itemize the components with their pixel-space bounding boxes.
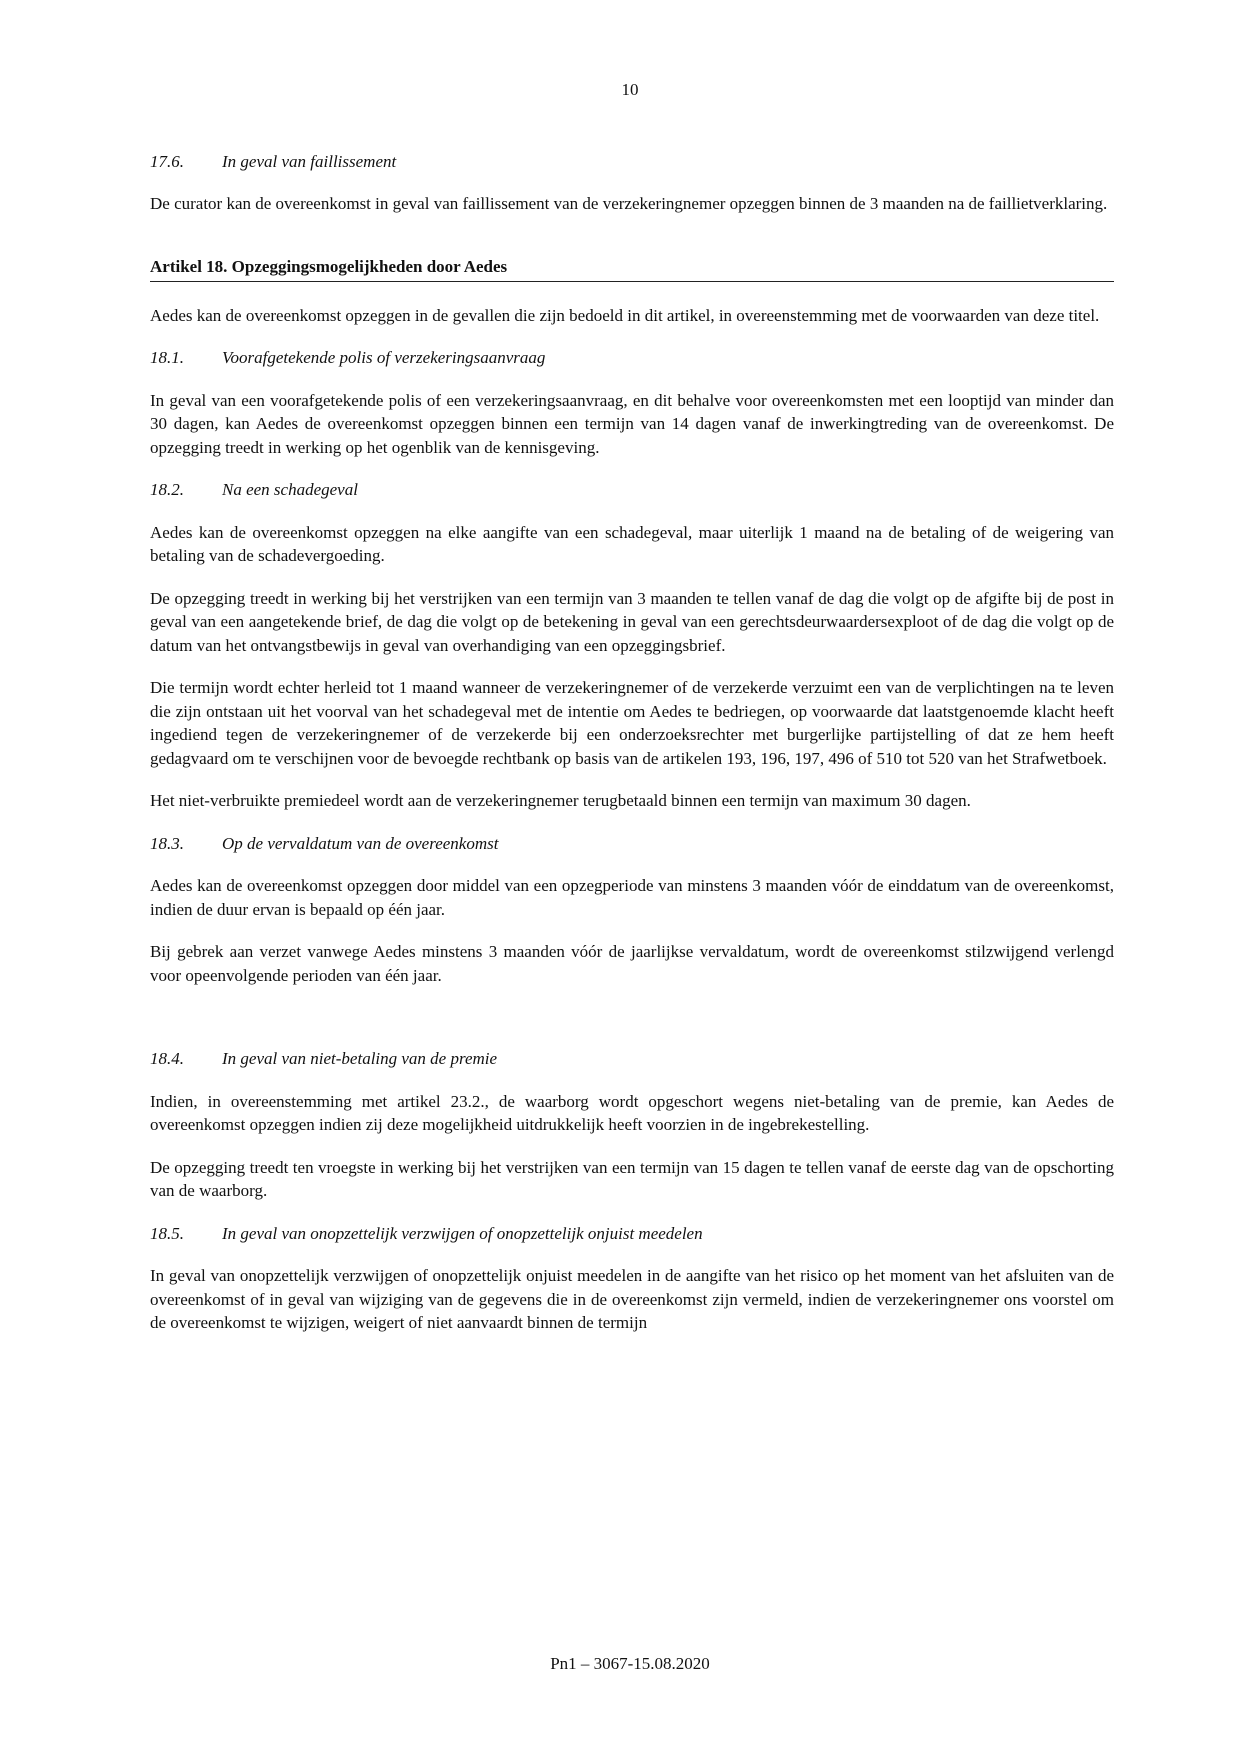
section-title: Voorafgetekende polis of verzekeringsaanvraag [222,348,546,367]
section-heading-18-2 [150,478,1114,502]
section-heading-17-6 [150,150,1114,174]
section-heading-18-4 [150,1047,1114,1071]
paragraph: Bij gebrek aan verzet vanwege Aedes minstens 3 maanden vóór de jaarlijkse vervaldatum, wordt de overeenkomst stilzwijgend verlengd voor opeenvolgende perioden van één jaar. [150,942,1114,985]
section-number: 17.6. [150,152,184,171]
section-number: 18.2. [150,480,184,499]
document-body [150,150,1114,1335]
paragraph: Indien, in overeenstemming met artikel 23.2., de waarborg wordt opgeschort wegens niet-betaling van de premie, kan Aedes de overeenkomst opzeggen indien zij deze mogelijkheid uitdrukkelijk heeft voorzien in de ingebrekestelling. [150,1091,1114,1134]
section-number: 18.1. [150,348,184,367]
paragraph: De opzegging treedt ten vroegste in werking bij het verstrijken van een termijn van 15 dagen te tellen vanaf de eerste dag van de opschorting van de waarborg. [150,1157,1114,1200]
section-heading-18-3 [150,832,1114,856]
section-title: In geval van niet-betaling van de premie [222,1049,498,1068]
section-title: Na een schadegeval [222,480,358,499]
paragraph: In geval van onopzettelijk verzwijgen of onopzettelijk onjuist meedelen in de aangifte van het risico op het moment van het afsluiten van de overeenkomst of in geval van wijziging van de gegevens die in de overeenkomst zijn vermeld, indien de verzekeringnemer ons voorstel om de overeenkomst te wijzigen, weigert of niet aanvaardt binnen de termijn [150,1266,1114,1332]
paragraph: De opzegging treedt in werking bij het verstrijken van een termijn van 3 maanden te tellen vanaf de dag die volgt op de afgifte bij de post in geval van een aangetekende brief, de dag die volgt op de betekening in geval van een gerechtsdeurwaardersexploot of de dag die volgt op de datum van het ontvangstbewijs in geval van overhandiging van een opzeggingsbrief. [150,588,1114,655]
section-title: Op de vervaldatum van de overeenkomst [222,833,499,853]
paragraph: Aedes kan de overeenkomst opzeggen door middel van een opzegperiode van minstens 3 maanden vóór de einddatum van de overeenkomst, indien de duur ervan is bepaald op één jaar. [150,876,1114,919]
paragraph: Het niet-verbruikte premiedeel wordt aan de verzekeringnemer terugbetaald binnen een termijn van maximum 30 dagen. [150,791,971,810]
section-title: In geval van onopzettelijk verzwijgen of onopzettelijk onjuist meedelen [222,1223,703,1243]
section-number: 18.3. [150,833,184,853]
section-number: 18.4. [150,1049,184,1068]
document-reference-footer: Pn1 – 3067-15.08.2020 [550,1654,710,1673]
section-heading-18-5 [150,1222,1114,1246]
paragraph: Aedes kan de overeenkomst opzeggen na elke aangifte van een schadegeval, maar uiterlijk 1 maand na de betaling of de weigering van betaling van de schadevergoeding. [150,522,1114,565]
paragraph: Die termijn wordt echter herleid tot 1 maand wanneer de verzekeringnemer of de verzekerde verzuimt een van de verplichtingen na te leven die zijn ontstaan uit het voorval van het schadegeval met de intentie om Aedes te bedriegen, op voorwaarde dat laatstgenoemde klacht heeft ingediend tegen de verzekeringnemer of de verzekerde bij een onderzoeksrechter met burgerlijke partijstelling of dat ze hem heeft gedagvaard om te verschijnen voor de bevoegde rechtbank op basis van de artikelen 193, 196, 197, 496 of 510 tot 520 van het Strafwetboek. [150,678,1114,768]
section-title: In geval van faillissement [222,152,397,171]
paragraph: In geval van een voorafgetekende polis of een verzekeringsaanvraag, en dit behalve voor overeenkomsten met een looptijd van minder dan 30 dagen, kan Aedes de overeenkomst opzeggen binnen een termijn van 14 dagen vanaf de inwerkingtreding van de overeenkomst. De opzegging treedt in werking op het ogenblik van de kennisgeving. [150,390,1114,457]
paragraph: Aedes kan de overeenkomst opzeggen in de gevallen die zijn bedoeld in dit artikel, in overeenstemming met de voorwaarden van deze titel. [150,305,1100,325]
article-heading-18: Artikel 18. Opzeggingsmogelijkheden door Aedes [150,255,1114,282]
paragraph: De curator kan de overeenkomst in geval van faillissement van de verzekeringnemer opzeggen binnen de 3 maanden na de faillietverklaring. [150,193,1108,213]
section-number: 18.5. [150,1223,184,1243]
section-heading-18-1 [150,346,1114,370]
page-number: 10 [621,80,639,99]
